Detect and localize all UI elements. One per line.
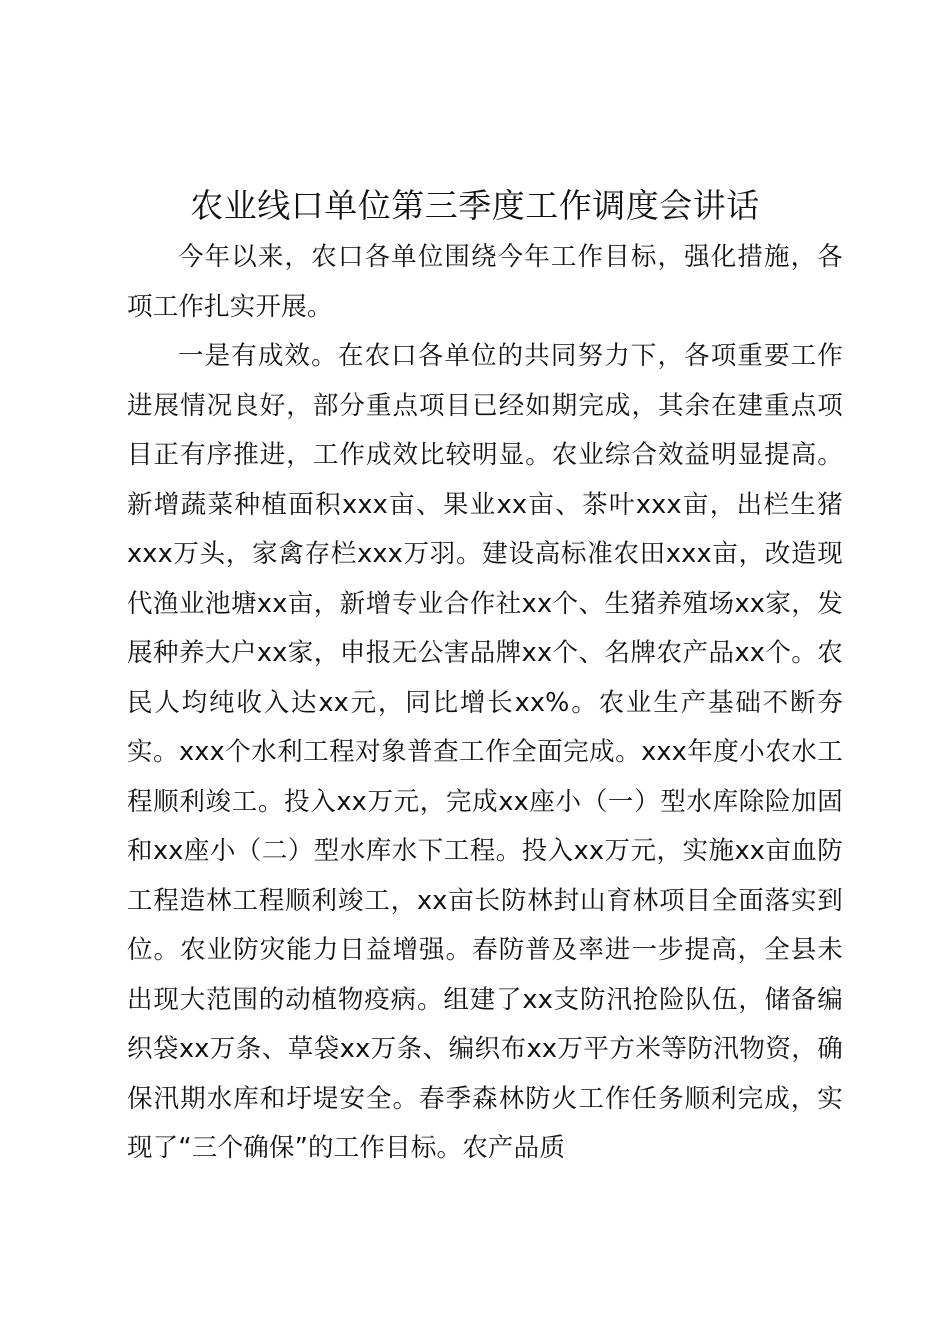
document-title: 农业线口单位第三季度工作调度会讲话 xyxy=(190,186,760,225)
achievements-paragraph: 一是有成效。在农口各单位的共同努力下，各项重要工作进展情况良好，部分重点项目已经如期完成，其余在建重点项目正有序推进，工作成效比较明显。农业综合效益明显提高。新增蔬菜种植面积xxx亩、果业xx亩、茶叶xxx亩，出栏生猪xxx万头，家禽存栏xxx万羽。建设高标准农田xxx亩，改造现代渔业池塘xx亩，新增专业合作社xx个、生猪养殖场xx家，发展种养大户xx家，申报无公害品牌xx个、名牌农产品xx个。农民人均纯收入达xx元，同比增长xx%。农业生产基础不断夯实。xxx个水利工程对象普查工作全面完成。xxx年度小农水工程顺利竣工。投入xx万元，完成xx座小（一）型水库除险加固和xx座小（二）型水库水下工程。投入xx万元，实施xx亩血防工程造林工程顺利竣工，xx亩长防林封山育林项目全面落实到位。农业防灾能力日益增强。春防普及率进一步提高，全县未出现大范围的动植物疫病。组建了xx支防汛抢险队伍，储备编织袋xx万条、草袋xx万条、编织布xx万平方米等防汛物资，确保汛期水库和圩堤安全。春季森林防火工作任务顺利完成，实现了“三个确保”的工作目标。农产品质 xyxy=(127,341,843,1163)
intro-paragraph: 今年以来，农口各单位围绕今年工作目标，强化措施，各项工作扎实开展。 xyxy=(127,242,843,322)
document-body xyxy=(127,233,843,1174)
